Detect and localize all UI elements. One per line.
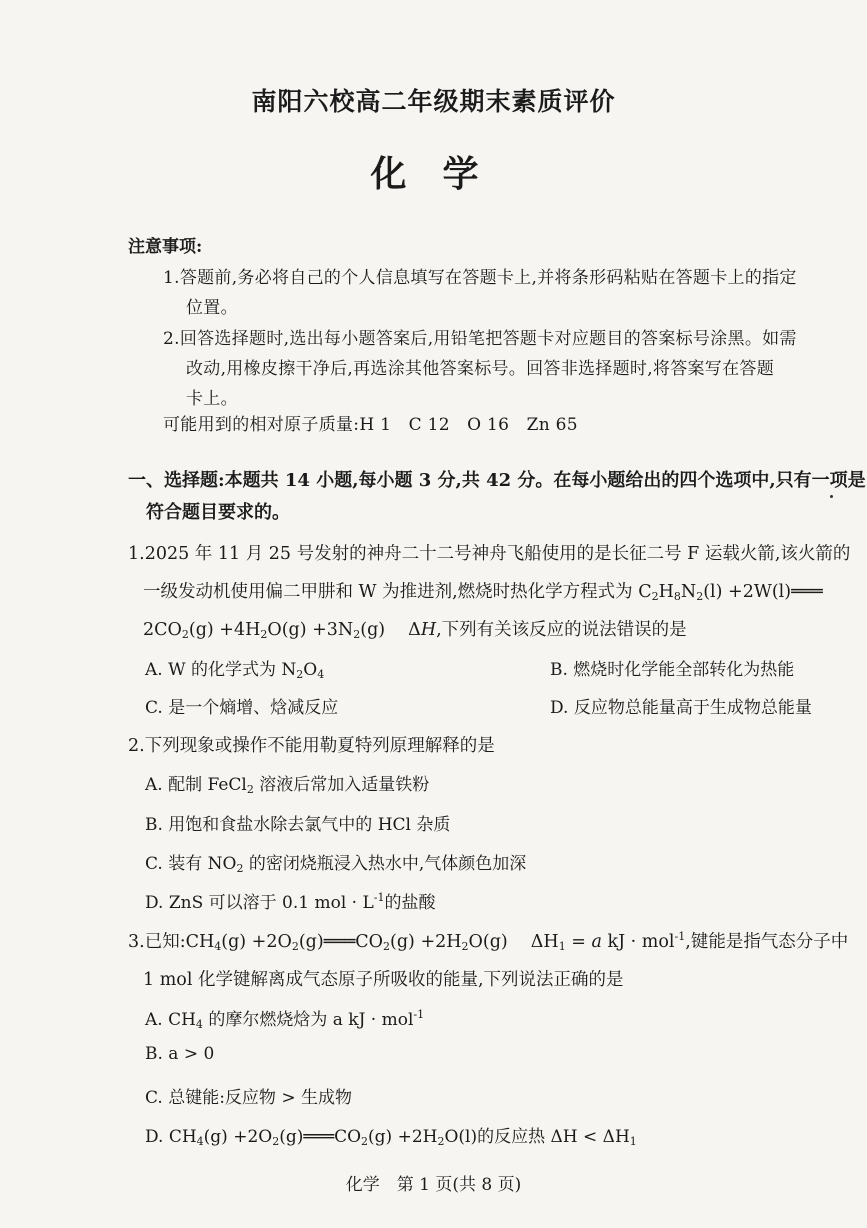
q1-option-c: C. 是一个熵增、焓减反应	[145, 698, 339, 718]
section-1-heading-cont: 符合题目要求的。	[146, 502, 290, 523]
q2-option-b: B. 用饱和食盐水除去氯气中的 HCl 杂质	[145, 815, 451, 835]
q1-option-b: B. 燃烧时化学能全部转化为热能	[550, 660, 795, 680]
q3-option-a: A. $CH_4$ 的摩尔燃烧焓为 a kJ · mol$^{-1}$	[145, 1008, 425, 1031]
q1-stem-line-3: $2CO_2(g) +4H_2O(g) +3N_2(g)$ ΔH,下列有关该反应的说法错误的是	[143, 620, 687, 641]
note-1-line-1: 1.答题前,务必将自己的个人信息填写在答题卡上,并将条形码粘贴在答题卡上的指定	[163, 268, 797, 288]
q3-option-d: D. $CH_4(g)$ $+2O_2(g)═══CO_2(g) +2H_2O(l)$的反应热 $\Delta H < \Delta H_1$	[145, 1127, 637, 1148]
q1-option-a: A. W 的化学式为 $N_2O_4$	[145, 660, 325, 681]
notes-heading: 注意事项:	[128, 237, 203, 257]
q2-option-a: A. 配制 FeCl$_2$ 溶液后常加入适量铁粉	[145, 775, 430, 796]
atomic-masses: 可能用到的相对原子质量:H 1 C 12 O 16 Zn 65	[163, 415, 578, 435]
q3-stem-line-2: 1 mol 化学键解离成气态原子所吸收的能量,下列说法正确的是	[143, 970, 624, 990]
q3-stem-line-1: 3.已知$:CH_4(g)$ $+2O_2(g)═══CO_2(g) +2H_2O(g)$ $\Delta H_1 = a$ kJ · mol$^{-1}$,键能是指气态分子中	[128, 930, 849, 953]
q2-option-d: D. ZnS 可以溶于 0.1 mol · $L^{-1}$的盐酸	[145, 891, 436, 913]
note-2-line-2: 改动,用橡皮擦干净后,再选涂其他答案标号。回答非选择题时,将答案写在答题	[186, 359, 775, 379]
q1-stem-line-2: 一级发动机使用偏二甲肼和 W 为推进剂,燃烧时热化学方程式为 $C_2H_8N_2(l)$ +2W(l)═══	[143, 582, 823, 603]
section-1-heading: 一、选择题:本题共 14 小题,每小题 3 分,共 42 分。在每小题给出的四个选项中,只有一项是	[128, 470, 866, 491]
exam-title: 南阳六校高二年级期末素质评价	[251, 87, 616, 116]
note-2-line-1: 2.回答选择题时,选出每小题答案后,用铅笔把答题卡对应题目的答案标号涂黑。如需	[163, 329, 797, 349]
q1-stem-line-1: 1.2025 年 11 月 25 号发射的神舟二十二号神舟飞船使用的是长征二号 F 运载火箭,该火箭的	[128, 544, 851, 564]
subject-title: 化学	[370, 153, 515, 195]
q2-stem: 2.下列现象或操作不能用勒夏特列原理解释的是	[128, 736, 495, 756]
note-2-line-3: 卡上。	[186, 389, 238, 409]
q1-option-d: D. 反应物总能量高于生成物总能量	[550, 698, 812, 718]
q3-option-b: B. a > 0	[145, 1044, 215, 1064]
q3-option-c: C. 总键能:反应物 > 生成物	[145, 1088, 352, 1108]
stray-dot	[830, 495, 833, 498]
q2-option-c: C. 装有 $NO_2$ 的密闭烧瓶浸入热水中,气体颜色加深	[145, 854, 527, 875]
page-footer: 化学 第 1 页(共 8 页)	[345, 1175, 522, 1195]
note-1-line-2: 位置。	[186, 298, 238, 318]
